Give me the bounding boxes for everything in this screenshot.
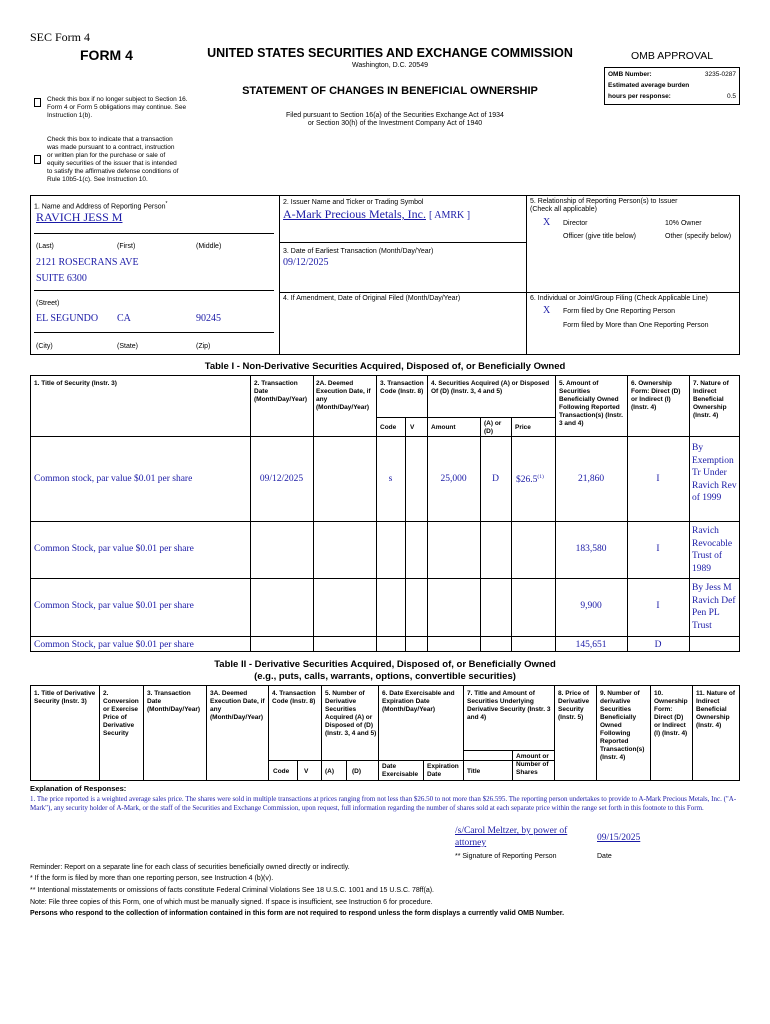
t1-col-title: 1. Title of Security (Instr. 3) <box>34 380 117 387</box>
t2-col-deemed: 3A. Deemed Execution Date, if any (Month/Day/Year) <box>210 690 265 721</box>
issuer-line <box>283 207 470 222</box>
t2-col-underlying: 7. Title and Amount of Securities Underlying Derivative Security (Instr. 3 and 4) <box>467 690 551 721</box>
t2-sub-amount: Amount or Number of Shares <box>516 753 549 776</box>
street-label: (Street) <box>36 300 60 307</box>
t2-col-owned: 9. Number of derivative Securities Beneficially Owned Following Reported Transaction(s) (Instr. 4) <box>600 690 645 761</box>
table-row-1-date: 09/12/2025 <box>259 474 304 484</box>
ten-percent-owner-label: 10% Owner <box>665 220 702 227</box>
table-row-3-owned: 9,900 <box>580 601 602 611</box>
t2-col-date: 3. Transaction Date (Month/Day/Year) <box>147 690 201 713</box>
reporting-person-name[interactable]: RAVICH JESS M <box>36 210 123 224</box>
address-line-2: SUITE 6300 <box>36 273 87 284</box>
t1-col-ownership-form: 6. Ownership Form: Direct (D) or Indirect (I) (Instr. 4) <box>631 380 681 411</box>
address-line-1: 2121 ROSECRANS AVE <box>36 257 139 268</box>
table-row-1-amount: 25,000 <box>440 474 467 484</box>
statement-title: STATEMENT OF CHANGES IN BENEFICIAL OWNERSHIP <box>242 85 538 97</box>
issuer-label: 2. Issuer Name and Ticker or Trading Symbol <box>283 199 424 206</box>
no-longer-subject-checkbox[interactable] <box>34 98 41 107</box>
date-label: Date <box>597 853 612 860</box>
t2-col-title: 1. Title of Derivative Security (Instr. 3) <box>34 690 96 705</box>
table-row-1-code: s <box>388 474 393 484</box>
table-row-4-title: Common Stock, par value $0.01 per share <box>34 640 194 650</box>
relationship-check: (Check all applicable) <box>530 206 597 213</box>
t2-sub-v: V <box>304 768 309 775</box>
officer-label: Officer (give title below) <box>563 233 637 240</box>
t1-col-date: 2. Transaction Date (Month/Day/Year) <box>254 380 308 403</box>
omb-hours: 0.5 <box>726 93 736 100</box>
sec-form-label: SEC Form 4 <box>30 30 91 44</box>
table-row-1-price: $26.5$^{(1)}$ <box>516 474 544 486</box>
t2-sub-title: Title <box>467 768 481 775</box>
t2-col-exercisable: 6. Date Exercisable and Expiration Date (Month/Day/Year) <box>382 690 455 713</box>
signature[interactable]: /s/Carol Meltzer, by power of attorney <box>455 826 568 848</box>
table-row-1-title: Common stock, par value $0.01 per share <box>34 474 193 484</box>
t1-col-amount-owned: 5. Amount of Securities Beneficially Owned Following Reported Transaction(s) (Instr. 3 and 4) <box>559 380 623 427</box>
t2-sub-expiration: Expiration Date <box>427 763 459 778</box>
filed-pursuant-2: or Section 30(h) of the Investment Company Act of 1940 <box>307 120 483 127</box>
t2-col-conversion: 2. Conversion or Exercise Price of Derivative Security <box>103 690 139 737</box>
commission-location: Washington, D.C. 20549 <box>351 62 428 69</box>
reminder-2: * If the form is filed by more than one reporting person, see Instruction 4 (b)(v). <box>30 875 274 882</box>
t2-sub-d: (D) <box>352 768 362 775</box>
t1-col-code: 3. Transaction Code (Instr. 8) <box>380 380 424 395</box>
relationship-label: 5. Relationship of Reporting Person(s) to Issuer <box>530 198 678 205</box>
t2-col-code: 4. Transaction Code (Instr. 8) <box>272 690 316 705</box>
omb-approval-title: OMB APPROVAL <box>630 50 714 62</box>
t1-col-deemed: 2A. Deemed Execution Date, if any (Month/Day/Year) <box>316 380 371 411</box>
t1-sub-aord: (A) or (D) <box>484 420 502 435</box>
t1-sub-amount: Amount <box>431 424 456 431</box>
table-row-3-title: Common Stock, par value $0.01 per share <box>34 601 194 611</box>
relationship-box <box>526 195 740 355</box>
table-row-1-form: I <box>656 474 660 484</box>
table-row-1-ad: D <box>492 474 499 484</box>
director-x[interactable]: X <box>543 217 551 228</box>
rule-10b5-1-text: Check this box to indicate that a transaction was made pursuant to a contract, instruction or written plan for the purchase or sale of equity securities of the issuer that is intended to satisfy the affirmative defense conditions of Rule 10b5-1(c). See Instruction 10. <box>47 136 179 183</box>
state-value: CA <box>117 313 131 324</box>
issuer-name-link[interactable]: A-Mark Precious Metals, Inc. <box>283 207 426 221</box>
table2-subtitle: (e.g., puts, calls, warrants, options, convertible securities) <box>254 671 516 682</box>
one-person-label: Form filed by One Reporting Person <box>563 308 676 315</box>
table-row-4-form: D <box>654 640 662 650</box>
table-row-1-owned: 21,860 <box>577 474 605 484</box>
footnote-1: 1. The price reported is a weighted average sales price. The shares were sold in multiple transactions at prices ranging from not less than $26.50 to not more than $26.595. The reporting person undertakes to provide to A-Mark Precious Metals, Inc. ("A-Mark"), any security holder of A-Mark, or the staff of the Securities and Exchange Commission, upon request, full information regarding the number of shares sold at each separate price within the range set forth in this footnote to this Form. <box>30 795 737 812</box>
t2-sub-exercisable: Date Exercisable <box>382 763 419 778</box>
t1-col-nature: 7. Nature of Indirect Beneficial Ownership (Instr. 4) <box>693 380 729 419</box>
form-title: FORM 4 <box>80 47 133 63</box>
t2-col-form: 10. Ownership Form: Direct (D) or Indirect (I) (Instr. 4) <box>654 690 688 737</box>
state-label: (State) <box>117 343 139 350</box>
table-row-2-owned: 183,580 <box>575 544 607 554</box>
table-row-2-form: I <box>656 544 660 554</box>
other-label: Other (specify below) <box>665 233 732 240</box>
footnote-1-ref[interactable]: (1) <box>537 474 544 480</box>
reminder-4: Note: File three copies of this Form, one of which must be manually signed. If space is insufficient, see Instruction 6 for procedure. <box>30 899 433 906</box>
t2-col-nature: 11. Nature of Indirect Beneficial Ownership (Instr. 4) <box>696 690 736 729</box>
reminder-5: Persons who respond to the collection of information contained in this form are not required to respond unless the form displays a currently valid OMB Number. <box>30 910 565 917</box>
reporting-person-label: 1. Name and Address of Reporting Person* <box>34 201 168 211</box>
t1-col-securities: 4. Securities Acquired (A) or Disposed Of (D) (Instr. 3, 4 and 5) <box>431 380 550 395</box>
table-row-4-owned: 145,651 <box>575 640 607 650</box>
first-label: (First) <box>117 243 136 250</box>
t1-sub-v: V <box>410 424 415 431</box>
t1-sub-price: Price <box>515 424 531 431</box>
city-value: EL SEGUNDO <box>36 313 99 324</box>
earliest-transaction-label: 3. Date of Earliest Transaction (Month/Day/Year) <box>283 248 434 255</box>
omb-number: 3235-0287 <box>704 71 736 78</box>
reminder-3: ** Intentional misstatements or omissions of facts constitute Federal Criminal Violations See 18 U.S.C. 1001 and 15 U.S.C. 78ff(a). <box>30 887 434 894</box>
zip-value: 90245 <box>196 313 221 324</box>
filing-type-label: 6. Individual or Joint/Group Filing (Check Applicable Line) <box>530 295 708 302</box>
city-label: (City) <box>36 343 53 350</box>
t2-col-number: 5. Number of Derivative Securities Acquired (A) or Disposed of (D) (Instr. 3, 4 and 5) <box>325 690 377 737</box>
issuer-ticker: [ AMRK ] <box>428 210 471 221</box>
table-row-2-nature: Ravich Revocable Trust of 1989 <box>692 526 733 574</box>
t2-sub-a: (A) <box>325 768 335 775</box>
table1-title: Table I - Non-Derivative Securities Acquired, Disposed of, or Beneficially Owned <box>204 361 566 372</box>
t2-col-price: 8. Price of Derivative Security (Instr. 5) <box>558 690 590 721</box>
middle-label: (Middle) <box>196 243 222 250</box>
table-row-3-form: I <box>656 601 660 611</box>
omb-hours-label: hours per response: <box>608 93 671 100</box>
zip-label: (Zip) <box>196 343 211 350</box>
table2-title: Table II - Derivative Securities Acquired, Disposed of, or Beneficially Owned <box>214 659 556 670</box>
earliest-transaction-date: 09/12/2025 <box>283 257 329 268</box>
omb-burden-label: Estimated average burden <box>608 82 690 89</box>
amendment-label: 4. If Amendment, Date of Original Filed (Month/Day/Year) <box>283 295 461 302</box>
director-label: Director <box>563 220 588 227</box>
table-row-2-title: Common Stock, par value $0.01 per share <box>34 544 194 554</box>
table-row-3-nature: By Jess M Ravich Def Pen PL Trust <box>692 583 736 631</box>
filed-pursuant-1: Filed pursuant to Section 16(a) of the Securities Exchange Act of 1934 <box>286 112 504 119</box>
explanation-heading: Explanation of Responses: <box>30 784 127 793</box>
table-row-1-nature: By Exemption Tr Under Ravich Rev of 1999 <box>692 443 737 503</box>
omb-number-label: OMB Number: <box>608 71 652 78</box>
reminder-1: Reminder: Report on a separate line for each class of securities beneficially owned directly or indirectly. <box>30 864 350 871</box>
t2-sub-code: Code <box>273 768 290 775</box>
rule-10b5-1-checkbox[interactable] <box>34 155 41 164</box>
signature-date: 09/15/2025 <box>597 833 641 843</box>
multiple-persons-label: Form filed by More than One Reporting Person <box>563 322 709 329</box>
commission-title: UNITED STATES SECURITIES AND EXCHANGE COMMISSION <box>207 46 573 60</box>
last-label: (Last) <box>36 243 54 250</box>
t1-sub-code: Code <box>380 424 397 431</box>
no-longer-subject-text: Check this box if no longer subject to Section 16. Form 4 or Form 5 obligations may continue. See Instruction 1(b). <box>47 96 188 119</box>
signature-label: ** Signature of Reporting Person <box>455 853 557 860</box>
one-person-x[interactable]: X <box>543 305 551 316</box>
